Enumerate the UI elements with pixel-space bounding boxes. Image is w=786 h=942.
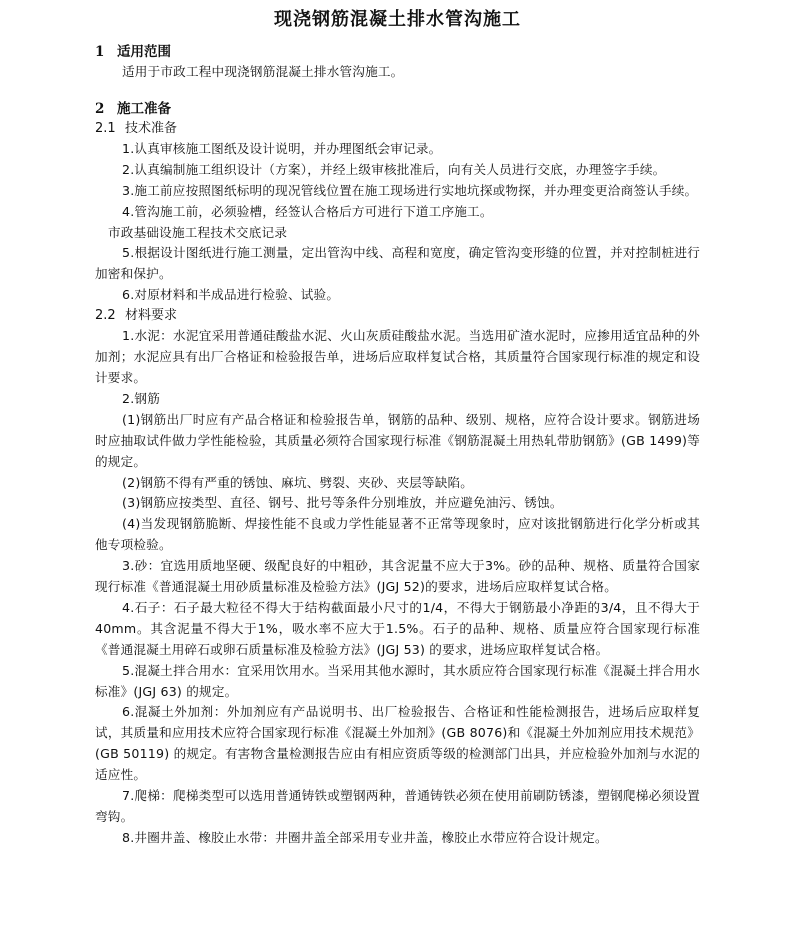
paragraph: (2)钢筋不得有严重的锈蚀、麻坑、劈裂、夹砂、夹层等缺陷。 [122,474,474,490]
paragraph: 6.对原材料和半成品进行检验、试验。 [122,287,340,303]
subsection-2-2-heading [95,306,700,326]
paragraph: 6.混凝土外加剂：外加剂应有产品说明书、出厂检验报告、合格证和性能检测报告，进场后应取样复试，其质量和应用技术应符合国家现行标准《混凝土外加剂》(GB 8076)和《混凝土外加剂应用技术规范》(GB 50119) 的规定。有害物含量检测报告应由有相应资质等级的检测部门出具，并应检验外加剂与水泥的适应性。 [95,704,700,783]
paragraph: 3.砂：宜选用质地坚硬、级配良好的中粗砂，其含泥量不应大于3%。砂的品种、规格、质量符合国家现行标准《普通混凝土用砂质量标准及检验方法》(JGJ 52)的要求，进场后应取样复试合格。 [95,558,700,595]
paragraph: 适用于市政工程中现浇钢筋混凝土排水管沟施工。 [122,64,404,79]
section-2-heading [95,99,700,119]
section-1-heading [95,42,700,62]
subsection-number: 2.2 [95,308,116,324]
inline-note: 市政基础设施工程技术交底记录 [108,224,288,240]
paragraph: 2.钢筋 [122,390,161,406]
paragraph: 5.根据设计图纸进行施工测量，定出管沟中线、高程和宽度，确定管沟变形缝的位置，并对控制桩进行加密和保护。 [95,245,700,282]
section-number: 1 [95,44,105,60]
paragraph: 1.水泥：水泥宜采用普通硅酸盐水泥、火山灰质硅酸盐水泥。当选用矿渣水泥时，应掺用适宜品种的外加剂；水泥应具有出厂合格证和检验报告单，进场后应取样复试合格，其质量符合国家现行标准的规定和设计要求。 [95,328,700,385]
paragraph: 7.爬梯：爬梯类型可以选用普通铸铁或塑钢两种，普通铸铁必须在使用前刷防锈漆，塑钢爬梯必须设置弯钩。 [95,788,700,824]
subsection-title: 技术准备 [125,120,178,136]
section-title: 施工准备 [117,100,171,117]
paragraph: 1.认真审核施工图纸及设计说明，并办理图纸会审记录。 [122,140,442,156]
subsection-2-1-heading [95,119,700,139]
document-title: 现浇钢筋混凝土排水管沟施工 [274,9,521,30]
paragraph: 4.管沟施工前，必须验槽，经签认合格后方可进行下道工序施工。 [122,203,493,219]
paragraph: (4)当发现钢筋脆断、焊接性能不良或力学性能显著不正常等现象时，应对该批钢筋进行化学分析或其他专项检验。 [95,516,700,553]
paragraph: 8.井圈井盖、橡胶止水带：井圈井盖全部采用专业井盖，橡胶止水带应符合设计规定。 [122,829,608,845]
paragraph: 2.认真编制施工组织设计（方案），并经上级审核批准后，向有关人员进行交底，办理签字手续。 [122,161,666,177]
paragraph: (3)钢筋应按类型、直径、钢号、批号等条件分别堆放，并应避免油污、锈蚀。 [122,495,563,511]
paragraph: 4.石子：石子最大粒径不得大于结构截面最小尺寸的1/4，不得大于钢筋最小净距的3/4，且不得大于40mm。其含泥量不得大于1%，吸水率不应大于1.5%。石子的品种、规格、质量应符合国家现行标准《普通混凝土用碎石或卵石质量标准及检验方法》(JGJ 53) 的要求，进场应取样复试合格。 [95,599,700,657]
paragraph: 3.施工前应按照图纸标明的现况管线位置在施工现场进行实地坑探或物探，并办理变更洽商签认手续。 [122,182,698,198]
paragraph: (1)钢筋出厂时应有产品合格证和检验报告单，钢筋的品种、级别、规格，应符合设计要求。钢筋进场时应抽取试件做力学性能检验，其质量必须符合国家现行标准《钢筋混凝土用热轧带肋钢筋》(GB 1499)等的规定。 [95,411,700,469]
section-number: 2 [95,100,105,117]
document-page [95,8,700,849]
subsection-number: 2.1 [95,120,116,136]
section-title: 适用范围 [117,44,171,60]
paragraph: 5.混凝土拌合用水：宜采用饮用水。当采用其他水源时，其水质应符合国家现行标准《混凝土拌合用水标准》(JGJ 63) 的规定。 [95,662,700,699]
subsection-title: 材料要求 [125,308,178,324]
